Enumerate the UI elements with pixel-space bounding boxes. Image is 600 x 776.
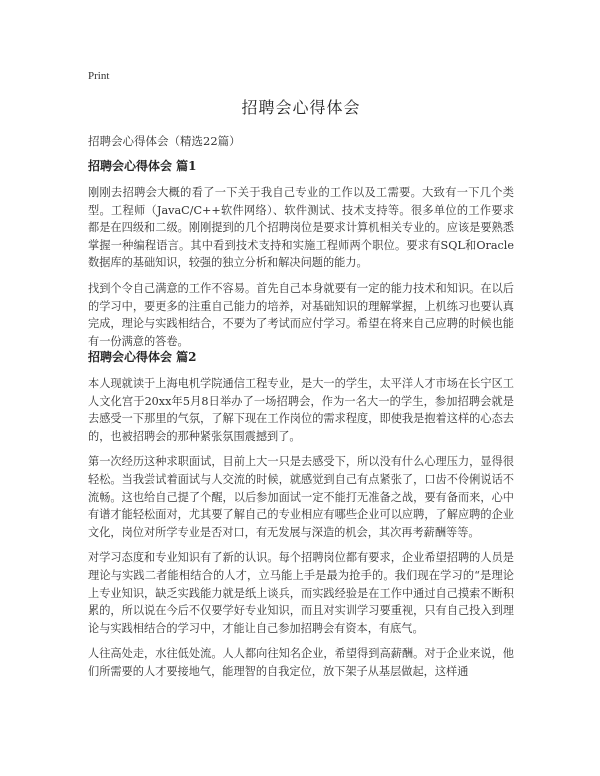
- print-link[interactable]: Print: [88, 70, 110, 82]
- section-1: [88, 157, 514, 350]
- section-heading: 招聘会心得体会 篇1: [88, 159, 197, 173]
- paragraph: 找到个令自己满意的工作不容易。首先自己本身就要有一定的能力技术和知识。在以后的学习中，要更多的注重自己能力的培养，对基础知识的理解掌握，上机练习也要认真完成，理论与实践相结合，不要为了考试而应付学习。希望在将来自己应聘的时候也能有一份满意的答卷。: [88, 281, 514, 348]
- document-title: 招聘会心得体会: [241, 98, 361, 117]
- section-2: [88, 348, 514, 681]
- paragraph: 第一次经历这种求职面试，目前上大一只是去感受下，所以没有什么心理压力，显得很轻松。当我尝试着面试与人交流的时候，就感觉到自己有点紧张了，口齿不伶俐说话不流畅。这也给自己提了个醒，以后参加面试一定不能打无准备之战，要有备而来，心中有谱才能轻松面对，尤其要了解自己的专业相应有哪些企业可以应聘，了解应聘的企业文化，岗位对所学专业是否对口，有无发展与深造的机会，其次再考薪酬等等。: [88, 455, 514, 539]
- paragraph: 本人现就读于上海电机学院通信工程专业，是大一的学生，太平洋人才市场在长宁区工人文化宫于20xx年5月8日举办了一场招聘会，作为一名大一的学生，参加招聘会就是去感受一下那里的气氛，了解下现在工作岗位的需求程度，即使我是抱着这样的心态去的，也被招聘会的那种紧张氛围震撼到了。: [88, 377, 514, 443]
- paragraph: 人往高处走，水往低处流。人人都向往知名企业，希望得到高薪酬。对于企业来说，他们所需要的人才要接地气，能理智的自我定位，放下架子从基层做起，这样通: [88, 647, 514, 678]
- document-subtitle: 招聘会心得体会（精选22篇）: [88, 134, 241, 148]
- paragraph: 对学习态度和专业知识有了新的认识。每个招聘岗位都有要求，企业希望招聘的人员是理论与实践二者能相结合的人才，立马能上手是最为抢手的。我们现在学习的“是理论上专业知识，缺乏实践能力就是纸上谈兵，而实践经验是在工作中通过自己摸索不断积累的，所以说在今后不仅要学好专业知识，而且对实训学习要重视，只有自己投入到理论与实践相结合的学习中，才能让自己参加招聘会有资本，有底气。: [88, 551, 514, 635]
- paragraph: 刚刚去招聘会大概的看了一下关于我自己专业的工作以及工需要。大致有一下几个类型。工程师（JavaC/C++软件网络）、软件测试、技术支持等。很多单位的工作要求都是在四级和二级。刚刚提到的几个招聘岗位是要求计算机相关专业的。应该是要熟悉掌握一种编程语言。其中看到技术支持和实施工程师两个职位。要求有SQL和Oracle数据库的基础知识，较强的独立分析和解决问题的能力。: [88, 186, 514, 270]
- section-heading: 招聘会心得体会 篇2: [88, 350, 197, 364]
